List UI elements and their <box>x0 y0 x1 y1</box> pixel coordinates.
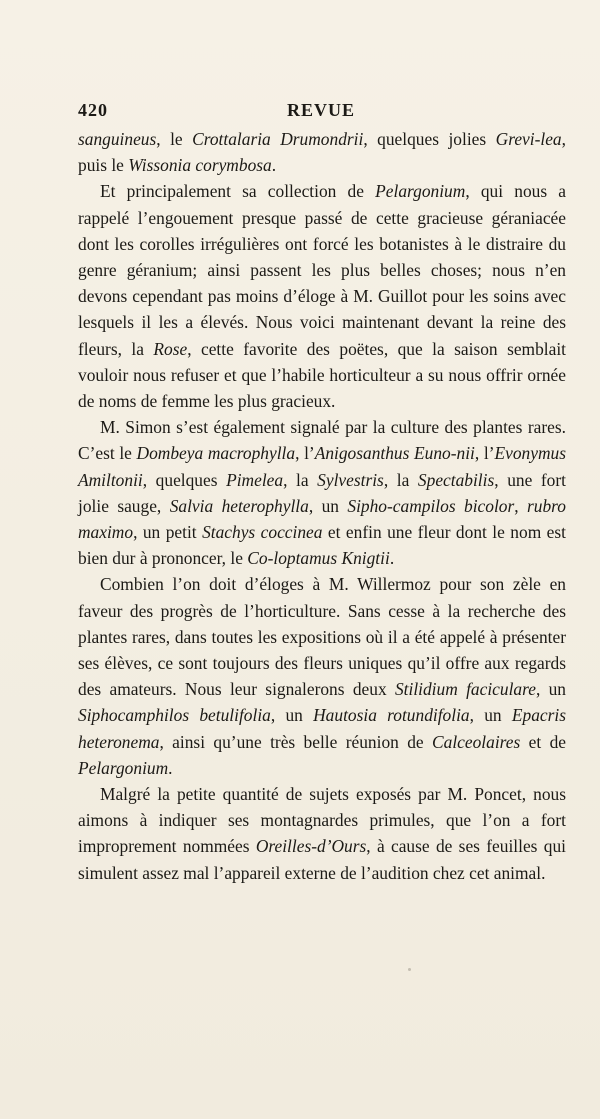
running-header <box>78 98 564 122</box>
paragraph-pelargonium <box>78 178 566 414</box>
italic-term: sanguineus <box>78 129 157 149</box>
italic-term: Grevi-lea <box>495 129 562 149</box>
running-title: REVUE <box>286 100 355 120</box>
text-run: , une fort jolie sauge, <box>78 469 567 516</box>
text-run: , l’ <box>295 443 315 464</box>
text-run: , qui nous a rappelé l’engouement presque passé de cette gracieuse géraniacée dont les corolles irrégulières ont forcé les botanistes à le distraire du genre géranium; ainsi passent les plus belles choses; nous n’en devons cependant pas moins d’éloge à M. Guillot pour les soins avec lesquels il les a élevés. Nous voici maintenant devant la reine des fleurs, la <box>78 181 566 359</box>
text-run: et de <box>520 731 566 752</box>
italic-term: Crottalaria Drumondrii <box>192 129 364 149</box>
italic-term: Pelargonium <box>375 181 466 202</box>
italic-term: Oreilles-d’Ours <box>255 836 367 857</box>
text-run: , la <box>383 469 418 490</box>
text-run: , ainsi qu’une très belle réunion de <box>159 731 433 752</box>
text-run: Combien l’on doit d’éloges à M. Willermoz pour son zèle en faveur des progrès de l’horticulture. Sans cesse à la recherche des plantes rares, dans toutes les expositions où il a été appelé à présenter ses élèves, ce sont toujours des fleurs uniques qu’il offre aux regards des amateurs. Nous leur signalerons deux <box>78 574 566 700</box>
text-run: . <box>271 155 277 176</box>
italic-term: Calceolaires <box>432 731 521 752</box>
text-run: Et principalement sa collection de <box>100 181 376 202</box>
text-run: , puis le <box>78 129 566 176</box>
italic-term: Pimelea <box>226 469 284 490</box>
paragraph-continuation <box>78 126 566 178</box>
italic-term: Co-loptamus Knigtii <box>247 548 390 569</box>
text-run: M. Simon s’est également signalé par la culture des plantes rares. C’est le <box>78 417 566 464</box>
italic-term: Stachys coccinea <box>202 522 323 543</box>
italic-term: Epacris heteronema <box>78 705 566 752</box>
text-run: , <box>514 495 528 516</box>
italic-term: Siphocamphilos betulifolia <box>78 705 271 726</box>
text-run: , un <box>270 705 314 726</box>
text-run: . <box>168 757 173 778</box>
body-text <box>78 126 566 886</box>
text-run: Malgré la petite quantité de sujets exposés par M. Poncet, nous aimons à indiquer ses montagnardes primules, que l’on a fort improprement nommées <box>78 784 566 857</box>
text-run: , quelques <box>142 469 227 490</box>
text-run: , le <box>156 129 193 149</box>
italic-term: Pelargonium <box>78 757 169 778</box>
text-run: , un petit <box>133 522 203 543</box>
text-run: , cette favorite des poëtes, que la saison semblait vouloir nous refuser et que l’habile horticulteur a su nous offrir ornée de noms de femme les plus gracieux. <box>78 338 566 412</box>
text-run: et enfin une fleur dont le nom est bien dur à prononcer, le <box>78 522 566 569</box>
text-run: , un <box>469 705 512 726</box>
paragraph-poncet <box>78 781 566 886</box>
italic-term: Evonymus Amiltonii <box>78 443 566 490</box>
text-run: , la <box>283 469 318 490</box>
text-run: , quelques jolies <box>363 129 496 149</box>
paper-speck <box>408 968 411 971</box>
text-run: , à cause de ses feuilles qui simulent assez mal l’appareil externe de l’audition chez cet animal. <box>78 836 566 883</box>
paragraph-simon <box>78 414 566 571</box>
italic-term: Salvia heterophylla <box>169 495 309 516</box>
italic-term: Anigosanthus Euno-nii <box>314 443 475 464</box>
text-run: , l’ <box>474 443 495 464</box>
italic-term: Hautosia rotundifolia <box>313 705 470 726</box>
paragraph-willermoz <box>78 571 566 781</box>
italic-term: Rose <box>153 338 188 359</box>
text-run: . <box>389 548 395 569</box>
italic-term: Spectabilis <box>417 469 495 490</box>
italic-term: Dombeya macrophylla <box>136 443 296 464</box>
italic-term: Wissonia corymbosa <box>128 155 272 176</box>
page-number: 420 <box>78 100 108 120</box>
italic-term: rubro maximo <box>78 495 566 543</box>
text-run: , un <box>308 495 348 516</box>
italic-term: Sylvestris <box>317 469 384 490</box>
text-run: , un <box>535 679 567 700</box>
italic-term: Stilidium faciculare <box>394 679 536 700</box>
italic-term: Sipho-campilos bicolor <box>347 495 515 516</box>
